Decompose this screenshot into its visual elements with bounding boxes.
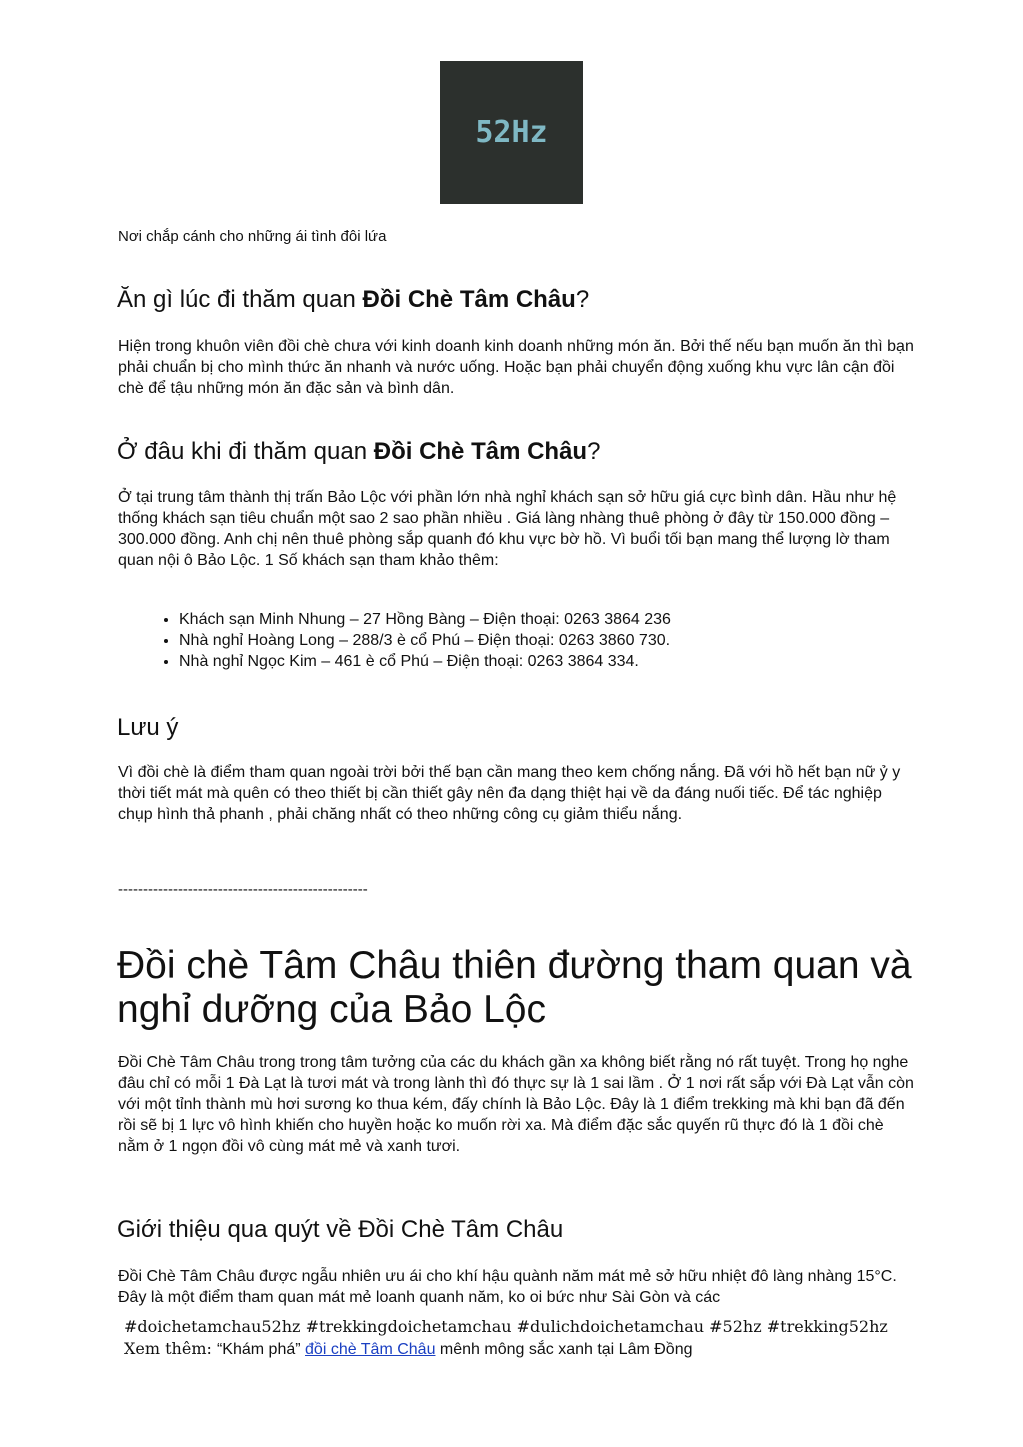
food-heading-suffix: ? bbox=[575, 286, 590, 313]
hotel-list bbox=[118, 609, 671, 672]
article-subheading: Giới thiệu qua quýt về Đồi Chè Tâm Châu bbox=[117, 1216, 564, 1243]
list-item: • Nhà nghỉ Ngọc Kim – 461 è cổ Phú – Điện thoại: 0263 3864 334. bbox=[179, 651, 671, 672]
divider-line: -------------------------------------------------- bbox=[118, 881, 368, 898]
brand-logo bbox=[440, 61, 583, 204]
list-item: • Nhà nghỉ Hoàng Long – 288/3 è cổ Phú – Điện thoại: 0263 3860 730. bbox=[179, 630, 671, 651]
stay-heading-bold: Đồi Chè Tâm Châu bbox=[373, 438, 588, 465]
stay-heading-prefix: Ở đâu khi đi thăm quan bbox=[117, 438, 374, 465]
see-more-line bbox=[124, 1338, 924, 1361]
tagline: Nơi chắp cánh cho những ái tình đôi lứa bbox=[118, 228, 387, 245]
note-paragraph: Vì đồi chè là điểm tham quan ngoài trời bởi thế bạn cần mang theo kem chống nắng. Đã với hồ hết bạn nữ ỷ y thời tiết mát mà quên có theo thiết bị cần thiết gây nên đa dạng thiệt hại về da đáng nuối tiếc. Để tác nghiệp chụp hình thả phanh , phải chăng nhất có theo những công cụ giảm thiểu nắng. bbox=[118, 764, 901, 823]
food-heading-prefix: Ăn gì lúc đi thăm quan bbox=[117, 286, 363, 313]
see-more-prefix: Xem thêm: bbox=[124, 1339, 217, 1358]
hashtags: #doichetamchau52hz #trekkingdoichetamchau #dulichdoichetamchau #52hz #trekking52hz bbox=[124, 1317, 888, 1336]
food-paragraph: Hiện trong khuôn viên đồi chè chưa với kinh doanh kinh doanh những món ăn. Bởi thế nếu bạn muốn ăn thì bạn phải chuẩn bị cho mình thức ăn nhanh và nước uống. Hoặc bạn phải chuyển động xuống khu vực lân cận đồi chè để tậu những món ăn đặc sản và bình dân. bbox=[118, 338, 914, 397]
stay-heading-suffix: ? bbox=[587, 438, 601, 465]
stay-paragraph: Ở tại trung tâm thành thị trấn Bảo Lộc với phần lớn nhà nghỉ khách sạn sở hữu giá cực bình dân. Hầu như hệ thống khách sạn tiêu chuẩn một sao 2 sao phần nhiều . Giá làng nhàng thuê phòng ở đây từ 150.000 đồng – 300.000 đồng. Anh chị nên thuê phòng sắp quanh đó khu vực bờ hồ. Vì buổi tối bạn mang thể lượng lờ tham quan nội ô Bảo Lộc. 1 Số khách sạn tham khảo thêm: bbox=[118, 489, 897, 569]
food-heading-bold: Đồi Chè Tâm Châu bbox=[362, 286, 576, 313]
logo-text: 52Hz bbox=[475, 115, 548, 150]
see-more-quote: “Khám phá” bbox=[216, 1341, 306, 1358]
footer bbox=[124, 1316, 924, 1361]
list-item: • Khách sạn Minh Nhung – 27 Hồng Bàng – Điện thoại: 0263 3864 236 bbox=[179, 609, 671, 630]
tam-chau-link[interactable]: đồi chè Tâm Châu bbox=[305, 1341, 436, 1358]
note-heading: Lưu ý bbox=[117, 714, 179, 741]
stay-heading bbox=[117, 437, 600, 467]
see-more-suffix: mênh mông sắc xanh tại Lâm Đồng bbox=[435, 1341, 693, 1358]
article-intro: Đồi Chè Tâm Châu trong trong tâm tưởng của các du khách gần xa không biết rằng nó rất tuyệt. Trong họ nghe đâu chỉ có mỗi 1 Đà Lạt là tươi mát và trong lành thì đó thực sự là 1 sai lầm . Ở 1 nơi rất sắp với Đà Lạt vẫn còn với một tỉnh thành mù hơi sương ko thua kém, đấy chính là Bảo Lộc. Đây là 1 điểm trekking mà khi bạn đã đến rồi sẽ bị 1 lực vô hình khiến cho huyền hoặc ko muốn rời xa. Mà điểm đặc sắc quyến rũ thực đó là 1 đồi chè nằm ở 1 ngọn đồi vô cùng mát mẻ và xanh tươi. bbox=[118, 1054, 914, 1155]
article-sub-paragraph: Đồi Chè Tâm Châu được ngẫu nhiên ưu ái cho khí hậu quành năm mát mẻ sở hữu nhiệt đô làng nhàng 15°C. Đây là một điểm tham quan mát mẻ loanh quanh năm, ko oi bức như Sài Gòn và các bbox=[118, 1268, 897, 1306]
article-title: Đồi chè Tâm Châu thiên đường tham quan và nghỉ dưỡng của Bảo Lộc bbox=[117, 944, 912, 1031]
food-heading bbox=[117, 285, 589, 315]
